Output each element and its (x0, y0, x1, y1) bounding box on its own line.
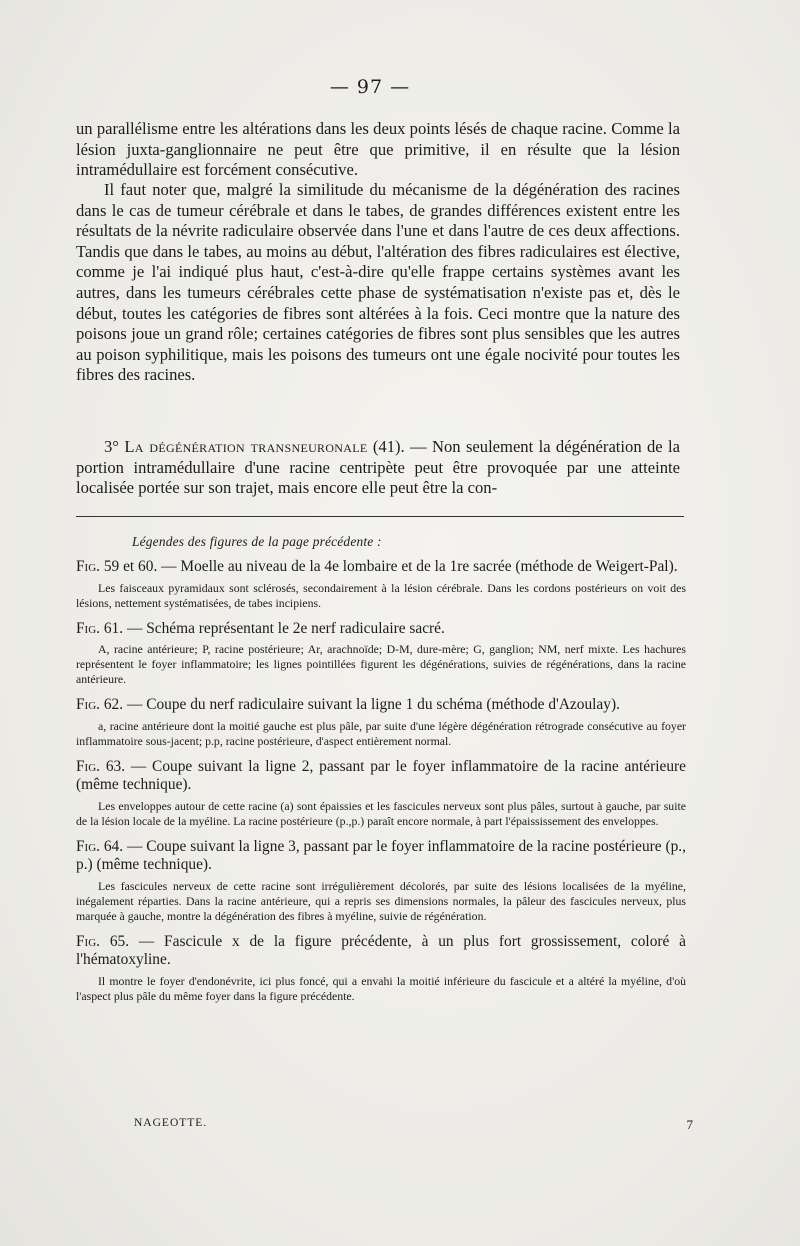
figure-label: Fig. (76, 932, 101, 950)
section-divider (76, 516, 684, 517)
figure-caption: Les enveloppes autour de cette racine (a) sont épaissies et les fascicules nerveux sont plus pâles, surtout à gauche, par suite de la lésion locale de la myéline. La racine postérieure (p.,p.) paraît encore normale, à part l'épaississement des enveloppes. (76, 798, 686, 828)
figure-legend-61 (76, 620, 686, 639)
figure-caption: Les faisceaux pyramidaux sont sclérosés, secondairement à la lésion cérébrale. Dans les cordons postérieurs on voit des lésions, nettement systématisées, de tabes incipiens. (76, 580, 686, 610)
figure-title: 64. — Coupe suivant la ligne 3, passant par le foyer inflammatoire de la racine postérieure (p., p.) (même technique). (76, 837, 686, 873)
figure-caption: Les fascicules nerveux de cette racine sont irrégulièrement décolorés, par suite des lésions localisées de la myéline, inégalement réparties. Dans la racine antérieure, qui a repris ses dimensions normales, la pâleur des fascicules nerveux, plus marquée à gauche, montre la dégénération des fibres à myéline, suivie de régénération. (76, 878, 686, 923)
section-3 (76, 437, 680, 499)
figure-label: Fig. (76, 696, 101, 713)
figure-caption: A, racine antérieure; P, racine postérieure; Ar, arachnoïde; D-M, dure-mère; G, ganglion; NM, nerf mixte. Les hachures représentent le foyer inflammatoire; les lignes pointillées figurent les dégénérations, suivies de régénérations, dans la racine antérieure. (76, 642, 686, 686)
printer-signature: NAGEOTTE. (134, 1117, 208, 1129)
figure-label: Fig. (76, 837, 101, 855)
legends-title: Légendes des figures de la page précédente : (132, 534, 382, 549)
figure-label: Fig. (76, 619, 101, 637)
figure-title: 65. — Fascicule x de la figure précédente, à un plus fort grossissement, coloré à l'hématoxyline. (76, 932, 686, 968)
figure-title: 63. — Coupe suivant la ligne 2, passant par le foyer inflammatoire de la racine antérieure (même technique). (76, 757, 686, 793)
page-number: — 97 — (329, 76, 411, 98)
section-3-number: 3° (104, 437, 125, 456)
figure-caption: Il montre le foyer d'endonévrite, ici plus foncé, qui a envahi la moitié inférieure du fascicule et a altéré la myéline, d'où l'aspect plus pâle du même foyer dans la figure précédente. (76, 973, 686, 1003)
sheet-number: 7 (686, 1117, 694, 1132)
paragraph-2-text: Il faut noter que, malgré la similitude du mécanisme de la dégénération des racines dans le cas de tumeur cérébrale et dans le tabes, de grandes différences existent entre les résultats de la névrite radiculaire observée dans l'une et dans l'autre de ces deux affections. Tandis que dans le tabes, au moins au début, l'altération des fibres radiculaires est élective, comme je l'ai indiqué plus haut, c'est-à-dire qu'elle frappe certains systèmes avant les autres, dans les tumeurs cérébrales cette phase de systématisation n'existe pas et, dès le début, toutes les catégories de fibres sont altérées à la fois. Ceci montre que la nature des poisons joue un grand rôle; certaines catégories de fibres sont plus sensibles que les autres au poison syphilitique, mais les poisons des tumeurs ont une égale nocivité pour toutes les fibres des racines. (76, 180, 680, 385)
figure-caption: a, racine antérieure dont la moitié gauche est plus pâle, par suite d'une légère dégénération rétrograde consécutive au foyer inflammatoire sous-jacent; p.p, racine postérieure, d'aspect entièrement normal. (76, 718, 686, 748)
section-3-body: — Non seulement la dégénération de la portion intramédullaire d'une racine centripète peut être provoquée par une atteinte localisée portée sur son trajet, mais encore elle peut être la con- (76, 437, 680, 498)
section-3-heading: La dégénération transneuronale (124, 437, 368, 456)
figure-legend-63 (76, 758, 686, 795)
figure-legend-59-60 (76, 558, 686, 577)
figure-title: 61. — Schéma représentant le 2e nerf radiculaire sacré. (100, 619, 445, 637)
figure-legend-62 (76, 696, 686, 715)
figure-label: Fig. (76, 757, 101, 775)
figure-title: 59 et 60. — Moelle au niveau de la 4e lombaire et de la 1re sacrée (méthode de Weigert-Pal). (100, 558, 678, 575)
paragraph-1-text: un parallélisme entre les altérations dans les deux points lésés de chaque racine. Comme la lésion juxta-ganglionnaire ne peut être que primitive, il en résulte que la lésion intramédullaire est forcément consécutive. (76, 119, 680, 180)
figure-legend-65 (76, 933, 686, 970)
paragraph-1 (76, 119, 680, 181)
paragraph-2 (76, 180, 680, 386)
section-3-text (76, 437, 680, 499)
figure-legends (76, 534, 686, 1013)
figure-label: Fig. (76, 558, 101, 575)
figure-legend-64 (76, 838, 686, 875)
figure-title: 62. — Coupe du nerf radiculaire suivant la ligne 1 du schéma (méthode d'Azoulay). (100, 696, 620, 713)
section-3-ref: (41). (367, 437, 405, 456)
